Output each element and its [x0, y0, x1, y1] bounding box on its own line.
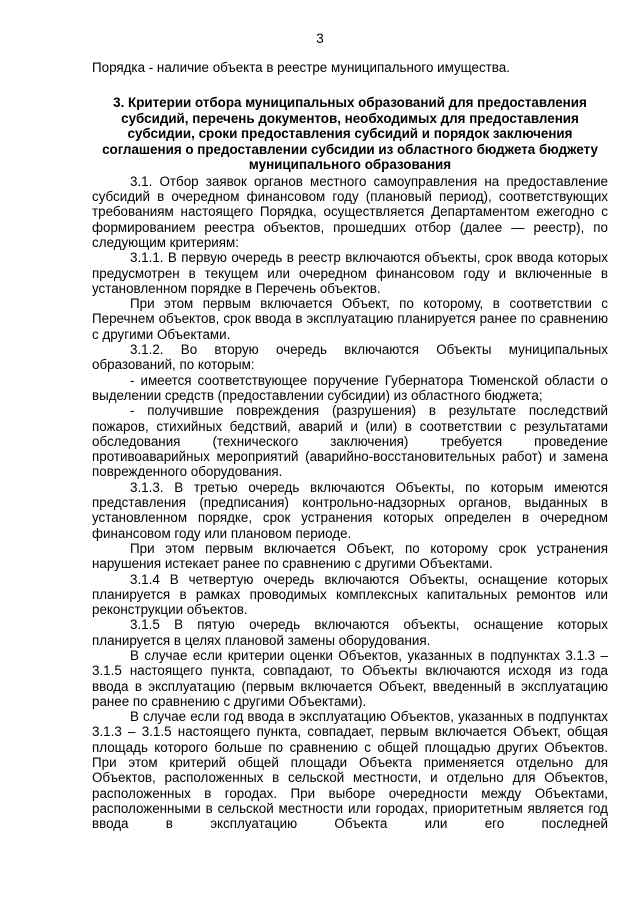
intro-line: Порядка - наличие объекта в реестре муниципального имущества.: [92, 60, 510, 75]
paragraph-3-1-1: 3.1.1. В первую очередь в реестр включаются объекты, срок ввода которых предусмотрен в текущем или очередном финансовом году и включенные в установленном порядке в Перечень объектов.: [92, 250, 608, 296]
paragraph-3-1-3-note: При этом первым включается Объект, по которому срок устранения нарушения истекает ранее по сравнению с другими Объектами.: [92, 540, 608, 572]
paragraph-3-1-2: 3.1.2. Во вторую очередь включаются Объекты муниципальных образований, по которым:: [92, 342, 608, 373]
paragraph-3-1: 3.1. Отбор заявок органов местного самоуправления на предоставление субсидий в очередном финансовом году (плановый период), соответствующих требованиям настоящего Порядка, осуществляется Департаментом ежегодно с формированием реестра объектов, прошедших отбор (далее — реестр), по следующим критериям:: [92, 173, 608, 250]
paragraph-criteria-tie: В случае если критерии оценки Объектов, указанных в подпунктах 3.1.3 – 3.1.5 настоящего пункта, совпадают, то Объекты включаются исходя из года ввода в эксплуатацию (первым включается Объект, введенный в эксплуатацию ранее по сравнению с другими Объектами).: [92, 648, 608, 709]
section-heading: 3. Критерии отбора муниципальных образований для предоставления субсидий, перечень документов, необходимых для предоставления субсидии, сроки предоставления субсидий и порядок заключения соглашения о предоставлении субсидии из областного бюджета бюджету муниципального образования: [102, 95, 598, 173]
page-number: 3: [316, 31, 324, 46]
paragraph-3-1-4: 3.1.4 В четвертую очередь включаются Объекты, оснащение которых планируется в рамках проводимых комплексных капитальных ремонтов или реконструкции объектов.: [92, 571, 608, 618]
paragraph-year-tie: В случае если год ввода в эксплуатацию Объектов, указанных в подпунктах 3.1.3 – 3.1.5 настоящего пункта, совпадает, первым включается Объект, общая площадь которого больше по сравнению с общей площадью других Объектов. При этом критерий общей площади Объекта применяется отдельно для Объектов, расположенных в сельской местности, и отдельно для Объектов, расположенных в городах. При выборе очередности между Объектами, расположенными в сельской местности или городах, приоритетным является год ввода в эксплуатацию Объекта или его последней: [92, 709, 608, 832]
paragraph-3-1-3: 3.1.3. В третью очередь включаются Объекты, по которым имеются представления (предписания) контрольно-надзорных органов, выданных в установленном порядке, срок устранения которых определен в очередном финансовом году или плановом периоде.: [92, 479, 608, 541]
paragraph-3-1-5: 3.1.5 В пятую очередь включаются объекты, оснащение которых планируется в целях плановой замены оборудования.: [92, 617, 608, 648]
paragraph-3-1-2-item-2: - получившие повреждения (разрушения) в результате последствий пожаров, стихийных бедствий, аварий и (или) в соответствии с результатами обследования (технического заключения) требуется проведение противоаварийных мероприятий (аварийно-восстановительных работ) и замена поврежденного оборудования.: [92, 403, 608, 480]
paragraph-3-1-1-note: При этом первым включается Объект, по которому, в соответствии с Перечнем объектов, срок ввода в эксплуатацию планируется ранее по сравнению с другими Объектами.: [92, 296, 608, 342]
paragraph-3-1-2-item-1: - имеется соответствующее поручение Губернатора Тюменской области о выделении средств (предоставлении субсидии) из областного бюджета;: [92, 372, 608, 403]
document-body: [92, 60, 608, 832]
